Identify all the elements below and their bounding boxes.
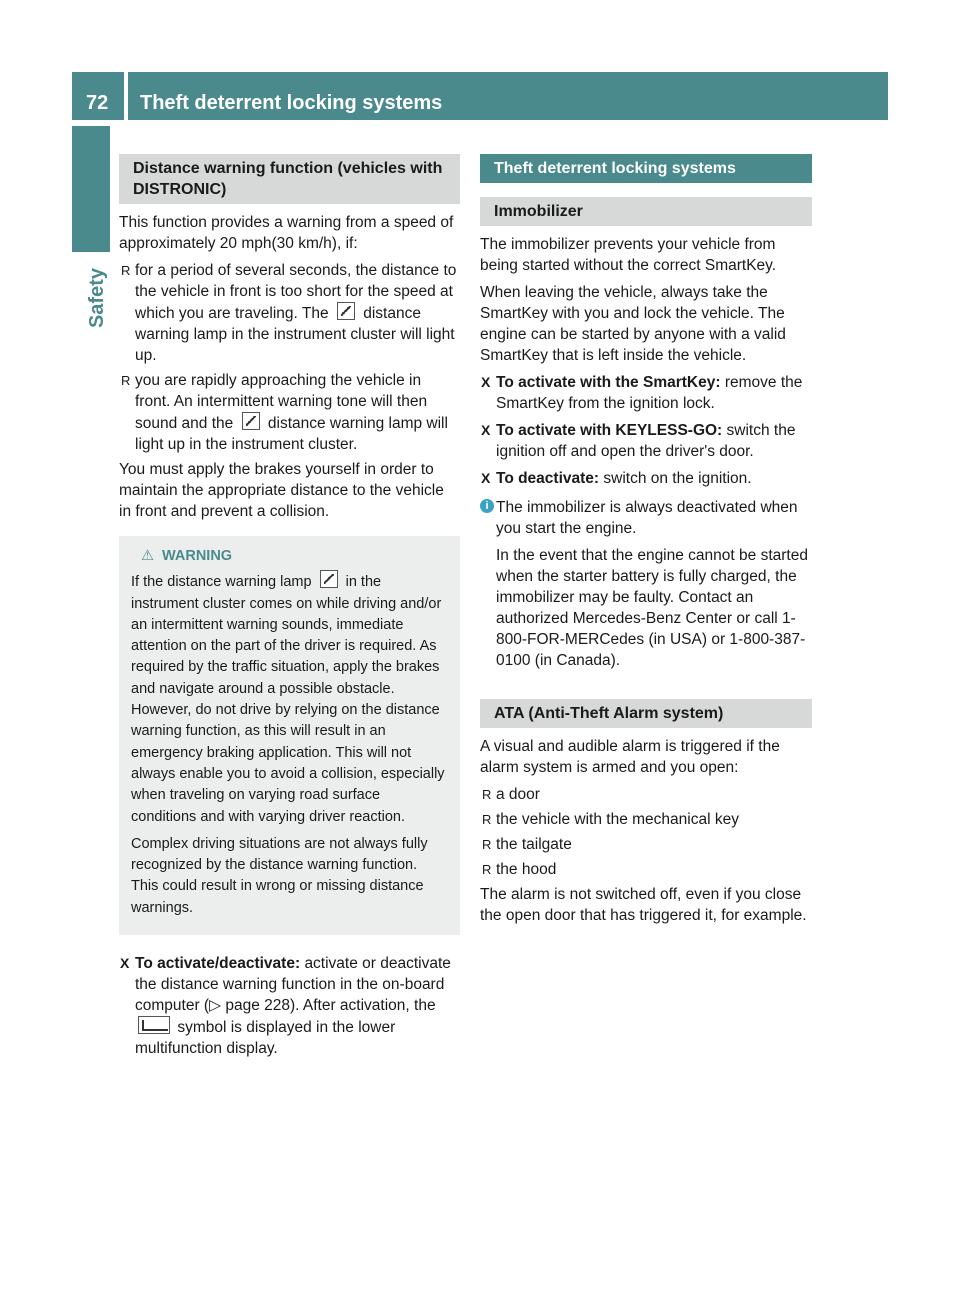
section-heading-distance-warning: Distance warning function (vehicles with DISTRONIC) xyxy=(119,154,460,204)
list-item: R the hood xyxy=(480,859,812,880)
intro-paragraph: This function provides a warning from a speed of approximately 20 mph(30 km/h), if: xyxy=(119,214,454,252)
section-title: Theft deterrent locking systems xyxy=(480,154,812,183)
paragraph: The immobilizer prevents your vehicle from being started without the correct SmartKey. xyxy=(480,236,777,274)
info-icon: i xyxy=(480,499,494,513)
page-number: 72 xyxy=(86,92,109,114)
action-mark-icon: X xyxy=(481,470,491,486)
list-item: R you are rapidly approaching the vehicle in front. An intermittent warning tone will then sound and the distance warning lamp will light up in the instrument cluster. xyxy=(119,370,460,455)
side-label: Safety xyxy=(86,268,108,329)
action-step: X To activate/deactivate: activate or deactivate the distance warning function in the on-board computer (▷ page 228). After activation, the symbol is displayed in the lower multifunction display. xyxy=(120,955,451,1058)
list-item: R the tailgate xyxy=(480,834,812,855)
warning-box xyxy=(119,536,460,935)
section-heading-immobilizer: Immobilizer xyxy=(480,197,812,226)
action-step: X To activate with the SmartKey: remove the SmartKey from the ignition lock. xyxy=(481,374,803,412)
info-note: i The immobilizer is always deactivated when you start the engine. In the event that the engine cannot be started when the starter battery is fully charged, the immobilizer may be faulty. Contact an authorized Mercedes-Benz Center or call 1-800-FOR-MERCedes (in USA) or 1-800-387-0100 (in Canada). xyxy=(480,497,812,671)
distance-warning-lamp-icon xyxy=(320,570,338,588)
warning-triangle-icon: ⚠ xyxy=(141,548,154,564)
paragraph: When leaving the vehicle, always take the SmartKey with you and lock the vehicle. The engine can be started by anyone with a valid SmartKey that is left inside the vehicle. xyxy=(480,284,786,364)
after-paragraph: You must apply the brakes yourself in order to maintain the appropriate distance to the vehicle in front and prevent a collision. xyxy=(119,461,444,520)
action-mark-icon: X xyxy=(120,955,130,972)
list-item: R a door xyxy=(480,784,812,805)
warning-heading: ⚠ WARNING xyxy=(141,546,448,567)
page-title: Theft deterrent locking systems xyxy=(140,92,443,114)
paragraph: A visual and audible alarm is triggered if the alarm system is armed and you open: xyxy=(480,738,780,776)
distance-symbol-icon xyxy=(138,1016,170,1034)
action-mark-icon: X xyxy=(481,374,491,390)
warning-paragraph: Complex driving situations are not always fully recognized by the distance warning function. This could result in wrong or missing distance warnings. xyxy=(131,835,428,916)
right-column xyxy=(480,154,812,932)
paragraph: The alarm is not switched off, even if you close the open door that has triggered it, for example. xyxy=(480,886,807,924)
action-step: X To deactivate: switch on the ignition. xyxy=(481,470,752,487)
list-item: R for a period of several seconds, the distance to the vehicle in front is too short for the speed at which you are traveling. The distance warning lamp in the instrument cluster will light up. xyxy=(119,260,460,366)
page-ref-arrow-icon: ▷ xyxy=(209,997,226,1015)
warning-paragraph: If the distance warning lamp in the instrument cluster comes on while driving and/or an intermittent warning sounds, immediate attention on the part of the driver is required. As required by the traffic situation, apply the brakes and navigate around a possible obstacle. However, do not drive by relying on the distance warning function, as this will result in an emergency braking application. This will not always enable you to avoid a collision, especially when traveling on varying road surface conditions and with varying driver reaction. xyxy=(131,570,448,828)
list-item: R the vehicle with the mechanical key xyxy=(480,809,812,830)
action-mark-icon: X xyxy=(481,422,491,438)
section-heading-ata: ATA (Anti-Theft Alarm system) xyxy=(480,699,812,728)
distance-warning-lamp-icon xyxy=(242,412,260,430)
left-column xyxy=(119,154,460,1065)
distance-warning-lamp-icon xyxy=(337,302,355,320)
side-tab xyxy=(72,126,110,252)
action-step: X To activate with KEYLESS-GO: switch the ignition off and open the driver's door. xyxy=(481,422,796,460)
